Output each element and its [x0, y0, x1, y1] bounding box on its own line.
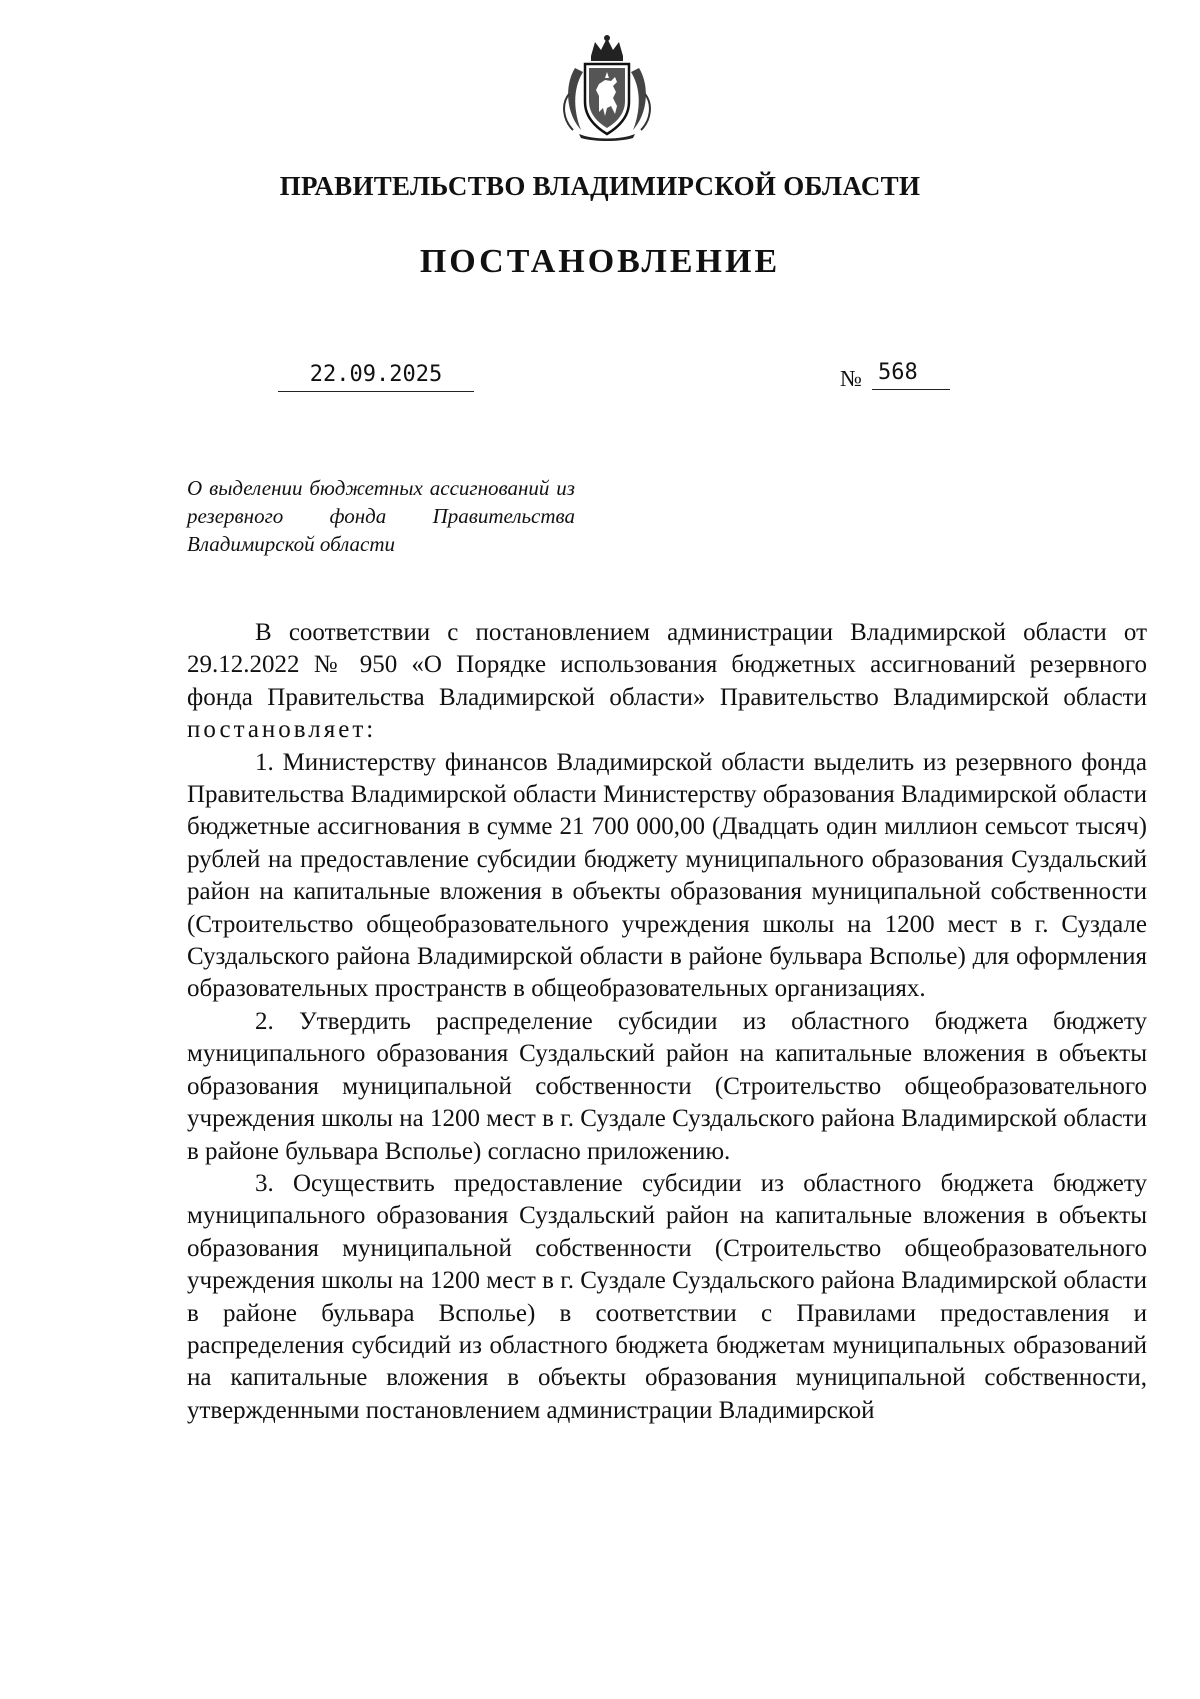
number-label: № — [840, 366, 862, 391]
item-2-paragraph: 2. Утвердить распределение субсидии из областного бюджета бюджету муниципального образования Суздальский район на капитальные вложения в объекты образования муниципальной собственности (Строительство общеобразовательного учреждения школы на 1200 мест в г. Суздале Суздальского района Владимирской области в районе бульвара Всполье) согласно приложению. — [187, 1007, 1147, 1165]
item-3-paragraph: 3. Осуществить предоставление субсидии из областного бюджета бюджету муниципального образования Суздальский район на капитальные вложения в объекты образования муниципальной собственности (Строительство общеобразовательного учреждения школы на 1200 мест в г. Суздале Суздальского района Владимирской области в районе бульвара Всполье) в соответствии с Правилами предоставления и распределения субсидий из областного бюджета бюджетам муниципальных образований на капитальные вложения в объекты образования муниципальной собственности, утвержденными постановлением администрации Владимирской — [187, 1169, 1147, 1424]
coat-of-arms-icon — [561, 34, 653, 142]
preamble-text: В соответствии с постановлением администрации Владимирской области от 29.12.2022 № 950 «О Порядке использования бюджетных ассигнований резервного фонда Правительства Владимирской области» Правительство Владимирской области — [187, 619, 1147, 711]
item-1-paragraph: 1. Министерству финансов Владимирской области выделить из резервного фонда Правительства Владимирской области Министерству образования Владимирской области бюджетные ассигнования в сумме 21 700 000,00 (Двадцать один миллион семьсот тысяч) рублей на предоставление субсидии бюджету муниципального образования Суздальский район на капитальные вложения в объекты образования муниципальной собственности (Строительство общеобразовательного учреждения школы на 1200 мест в г. Суздале Суздальского района Владимирской области в районе бульвара Всполье) для оформления образовательных пространств в общеобразовательных организациях. — [187, 748, 1147, 1003]
preamble-end: : — [366, 716, 374, 744]
document-number: 568 — [872, 360, 950, 390]
document-body — [187, 617, 1147, 1427]
document-type-title: ПОСТАНОВЛЕНИЕ — [419, 243, 781, 280]
preamble-decree-word: постановляет — [187, 716, 367, 744]
document-date: 22.09.2025 — [278, 362, 474, 392]
document-subject: О выделении бюджетных ассигнований из резервного фонда Правительства Владимирской области — [187, 476, 575, 556]
organization-title: ПРАВИТЕЛЬСТВО ВЛАДИМИРСКОЙ ОБЛАСТИ — [279, 171, 921, 201]
preamble-paragraph — [187, 617, 1147, 747]
